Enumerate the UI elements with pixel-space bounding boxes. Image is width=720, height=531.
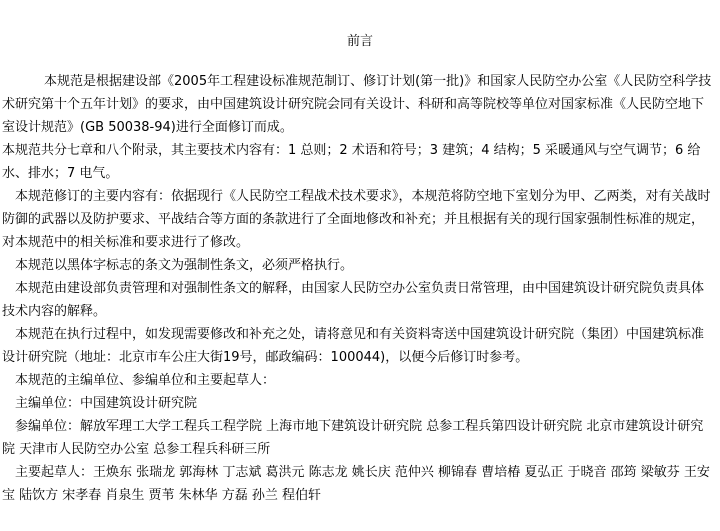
paragraph: 本规范修订的主要内容有：依据现行《人民防空工程战术技术要求》，本规范将防空地下室划分为甲、乙两类，对有关战时防御的武器以及防护要求、平战结合等方面的条款进行了全面地修改和补充；并且根据有关的现行国家强制性标准的规定，对本规范中的相关标准和要求进行了修改。	[2, 189, 711, 250]
paragraph: 本规范是根据建设部《2005年工程建设标准规范制订、修订计划(第一批)》和国家人民防空办公室《人民防空科学技术研究第十个五年计划》的要求，由中国建筑设计研究院会同有关设计、科研和高等院校等单位对国家标准《人民防空地下室设计规范》(GB 50038-94)进行全面修订而成。	[2, 74, 712, 135]
paragraph: 本规范由建设部负责管理和对强制性条文的解释，由国家人民防空办公室负责日常管理，由中国建筑设计研究院负责具体技术内容的解释。	[2, 281, 705, 319]
paragraph: 本规范在执行过程中，如发现需要修改和补充之处，请将意见和有关资料寄送中国建筑设计研究院（集团）中国建筑标准设计研究院（地址：北京市车公庄大街19号，邮政编码：100044)，以便今后修订时参考。	[2, 327, 705, 365]
paragraph: 本规范的主编单位、参编单位和主要起草人：	[15, 373, 276, 388]
paragraph: 本规范共分七章和八个附录，其主要技术内容有：1 总则；2 术语和符号；3 建筑；4 结构；5 采暖通风与空气调节；6 给水、排水；7 电气。	[2, 143, 701, 181]
document-body	[2, 70, 716, 507]
paragraph: 本规范以黑体字标志的条文为强制性条文，必须严格执行。	[15, 258, 354, 273]
paragraph: 参编单位：解放军理工大学工程兵工程学院 上海市地下建筑设计研究院 总参工程兵第四设计研究院 北京市建筑设计研究院 天津市人民防空办公室 总参工程兵科研三所	[2, 419, 704, 457]
paragraph: 主编单位：中国建筑设计研究院	[15, 396, 198, 411]
paragraph: 主要起草人：王焕东 张瑞龙 郭海林 丁志斌 葛洪元 陈志龙 姚长庆 范仲兴 柳锦春 曹培椿 夏弘正 于晓音 邵筠 梁敏芬 王安宝 陆饮方 宋孝春 肖泉生 贾苇 朱林华 方磊 孙兰 程伯轩	[2, 465, 710, 503]
page-title: 前言	[346, 34, 373, 49]
